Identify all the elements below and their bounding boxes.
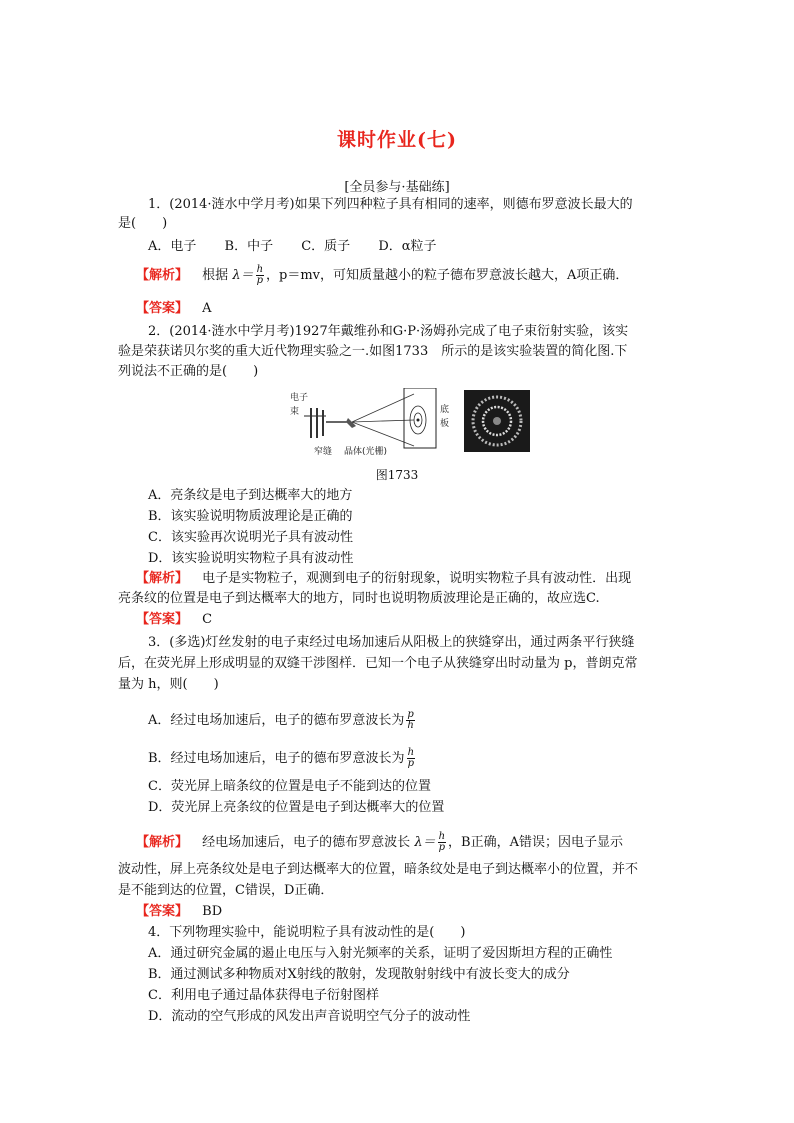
q1-analysis-pre: 根据 <box>202 268 229 283</box>
crystal-label: 晶体(光栅) <box>344 447 388 456</box>
q3-analysis-num: h <box>438 831 446 842</box>
q3-option-a-fraction <box>406 710 414 731</box>
q3-answer-value: BD <box>202 904 223 919</box>
q1-lambda: λ＝ <box>232 268 254 283</box>
q3-stem-line-3: 量为 h，则( ) <box>118 677 219 692</box>
q1-option-c: C．质子 <box>301 239 351 254</box>
q3-option-a-text: A．经过电场加速后，电子的德布罗意波长为 <box>148 713 405 728</box>
q1-fraction <box>256 265 264 286</box>
ring-center <box>417 419 420 422</box>
q2-option-b: B．该实验说明物质波理论是正确的 <box>148 509 353 524</box>
slit-plate-2 <box>316 408 318 438</box>
q3-a-den: h <box>407 720 414 731</box>
q2-answer <box>136 611 212 629</box>
answer-label: 【答案】 <box>136 301 189 316</box>
q3-b-num: h <box>407 747 415 758</box>
beam-label-2: 束 <box>290 407 300 417</box>
q3-option-a <box>148 710 417 731</box>
answer-label: 【答案】 <box>136 612 189 627</box>
beam-label-1: 电子 <box>290 393 309 403</box>
answer-label: 【答案】 <box>136 904 189 919</box>
q2-option-c: C．该实验再次说明光子具有波动性 <box>148 530 353 545</box>
q1-frac-den: p <box>256 275 263 286</box>
q2-analysis-line-1 <box>136 570 631 588</box>
q3-lambda: λ＝ <box>414 835 436 850</box>
slit-label: 窄缝 <box>314 447 333 456</box>
q4-option-d: D．流动的空气形成的风发出声音说明空气分子的波动性 <box>148 1009 471 1024</box>
q3-analysis-line-1 <box>136 832 623 853</box>
ray-upper <box>352 394 414 422</box>
q3-analysis-post: ，B正确，A错误；因电子显示 <box>448 835 623 850</box>
q3-option-c: C．荧光屏上暗条纹的位置是电子不能到达的位置 <box>148 779 431 794</box>
q1-option-a: A．电子 <box>148 239 197 254</box>
q1-answer <box>136 300 212 318</box>
q1-option-b: B．中子 <box>224 239 274 254</box>
page-title: 课时作业(七) <box>337 129 457 151</box>
screen-frame <box>404 388 436 448</box>
q3-analysis-pre: 经电场加速后，电子的德布罗意波长 <box>202 835 411 850</box>
q2-option-d: D．该实验说明实物粒子具有波动性 <box>148 551 354 566</box>
q1-answer-value: A <box>202 301 212 316</box>
q2-stem-line-2: 验是荣获诺贝尔奖的重大近代物理实验之一.如图1733 所示的是该实验装置的简化图.下 <box>118 344 628 359</box>
q3-a-num: p <box>407 709 414 720</box>
screen-label-1: 底 <box>440 405 450 415</box>
q3-stem-line-2: 后，在荧光屏上形成明显的双缝干涉图样．已知一个电子从狭缝穿出时动量为 p，普朗克常 <box>118 656 638 671</box>
q2-analysis-text-1: 电子是实物粒子，观测到电子的衍射现象，说明实物粒子具有波动性．出现 <box>202 571 632 586</box>
photo-center <box>493 417 501 425</box>
q2-answer-value: C <box>202 612 213 627</box>
ray-center <box>352 420 414 422</box>
analysis-label: 【解析】 <box>136 268 189 283</box>
slit-plate-3 <box>322 410 324 436</box>
q3-option-b-text: B．经过电场加速后，电子的德布罗意波长为 <box>148 751 405 766</box>
ray-lower <box>352 422 414 446</box>
q3-option-d: D．荧光屏上亮条纹的位置是电子到达概率大的位置 <box>148 800 445 815</box>
q3-analysis-den: p <box>438 842 445 853</box>
q4-option-c: C．利用电子通过晶体获得电子衍射图样 <box>148 988 379 1003</box>
q3-option-b <box>148 748 417 769</box>
q4-stem: 4．下列物理实验中，能说明粒子具有波动性的是( ) <box>148 925 466 940</box>
analysis-label: 【解析】 <box>136 571 189 586</box>
q1-analysis-text: ，p＝mv，可知质量越小的粒子德布罗意波长越大，A项正确． <box>266 268 629 283</box>
analysis-label: 【解析】 <box>136 835 189 850</box>
q3-answer <box>136 903 222 921</box>
q1-stem-line-2: 是( ) <box>118 216 168 231</box>
figure-caption: 图1733 <box>375 468 419 482</box>
q2-option-a: A．亮条纹是电子到达概率大的地方 <box>148 488 353 503</box>
q2-analysis-line-2: 亮条纹的位置是电子到达概率大的地方，同时也说明物质波理论是正确的，故应选C. <box>118 591 600 606</box>
q3-stem-line-1: 3．(多选)灯丝发射的电子束经过电场加速后从阳极上的狭缝穿出，通过两条平行狭缝 <box>148 635 635 650</box>
section-heading: [全员参与·基础练] <box>344 180 450 195</box>
q1-analysis <box>136 265 628 286</box>
q2-stem-line-1: 2．(2014·涟水中学月考)1927年戴维孙和G·P·汤姆孙完成了电子束衍射实验，该实 <box>148 324 629 339</box>
electron-diffraction-figure <box>286 388 532 456</box>
screen-label-2: 板 <box>440 419 450 429</box>
q3-analysis-line-3: 是不能到达的位置，C错误，D正确． <box>118 883 334 898</box>
q1-options <box>148 238 461 256</box>
q3-b-den: p <box>407 758 414 769</box>
q4-option-a: A．通过研究金属的遏止电压与入射光频率的关系，证明了爱因斯坦方程的正确性 <box>148 946 613 961</box>
q1-stem-line-1: 1．(2014·涟水中学月考)如果下列四种粒子具有相同的速率，则德布罗意波长最大的 <box>148 197 633 212</box>
q3-analysis-fraction <box>438 832 446 853</box>
q4-option-b: B．通过测试多种物质对X射线的散射，发现散射射线中有波长变大的成分 <box>148 967 570 982</box>
q3-analysis-line-2: 波动性，屏上亮条纹处是电子到达概率大的位置，暗条纹处是电子到达概率小的位置，并不 <box>118 862 639 877</box>
q2-stem-line-3: 列说法不正确的是( ) <box>118 364 259 379</box>
q1-option-d: D．α粒子 <box>378 239 437 254</box>
q1-frac-num: h <box>256 264 264 275</box>
q3-option-b-fraction <box>407 748 415 769</box>
slit-plate-1 <box>310 408 312 438</box>
